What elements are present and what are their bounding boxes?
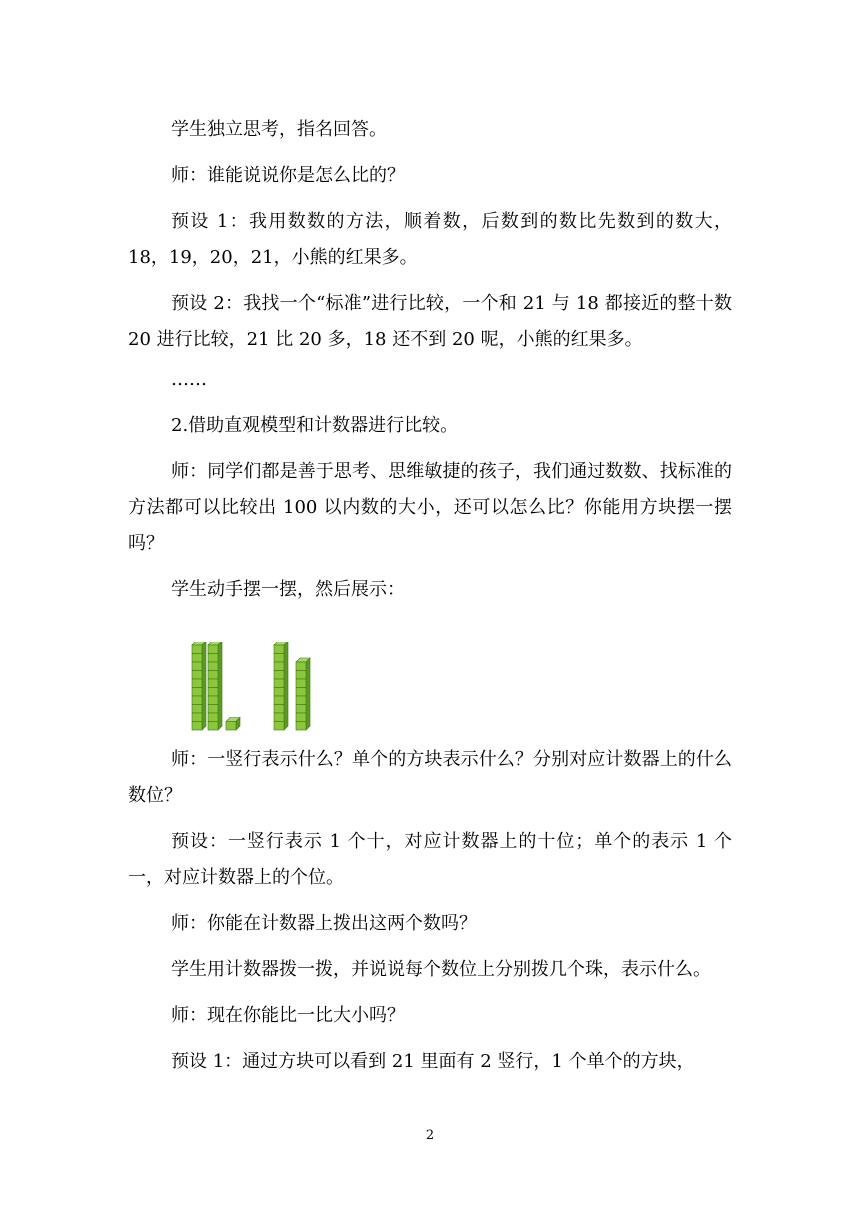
paragraph-3: 预设 1：我用数数的方法，顺着数，后数到的数比先数到的数大，18，19，20，21，小熊的红果多。: [128, 211, 732, 268]
ten-rod-group-18-cell: [274, 654, 284, 663]
ten-rod-group-21-cell: [208, 705, 218, 714]
ten-rod-group-21-cell: [192, 696, 202, 705]
ten-rod-group-21: [192, 642, 206, 730]
ones-stack-group-18-cell: [296, 722, 306, 731]
ten-rod-group-21-cell: [208, 654, 218, 663]
ones-stack-group-18-cell: [296, 671, 306, 680]
ten-rod-group-21-cell: [192, 645, 202, 654]
ones-stack-group-18-cell: [296, 713, 306, 722]
ten-rod-group-21-cell: [208, 671, 218, 680]
text-block-lower: [128, 742, 732, 1080]
paragraph-student-show: 学生动手摆一摆，然后展示：: [171, 579, 405, 600]
ten-rod-group-18: [274, 642, 288, 730]
text-block-upper: [128, 112, 732, 608]
ones-stack-group-18: [296, 658, 310, 730]
ten-rod-group-18-cell: [274, 688, 284, 697]
paragraph-preset-compare: 预设 1：通过方块可以看到 21 里面有 2 竖行，1 个单个的方块，: [171, 1051, 695, 1072]
paragraph-1: 学生独立思考，指名回答。: [171, 119, 387, 140]
place-value-blocks-figure: [190, 642, 340, 734]
ten-rod-group-21-cell: [192, 679, 202, 688]
paragraph-4: 预设 2：我找一个“标准”进行比较，一个和 21 与 18 都接近的整十数 20 进行比较，21 比 20 多，18 还不到 20 呢，小熊的红果多。: [128, 293, 732, 350]
ten-rod-group-21-cell: [192, 713, 202, 722]
paragraph-ellipsis: ……: [171, 369, 207, 390]
ten-rod-group-18-cell: [274, 645, 284, 654]
ten-rod-group-21-cell: [192, 662, 202, 671]
ten-rod-group-18-cell: [274, 722, 284, 731]
paragraph-teacher-compare: 师：现在你能比一比大小吗？: [171, 1005, 405, 1026]
ten-rod-group-21: [208, 642, 222, 730]
ten-rod-group-21-cell: [192, 654, 202, 663]
paragraph-teacher-counter: 师：你能在计数器上拨出这两个数吗？: [171, 913, 477, 934]
ten-rod-group-21-cell: [208, 696, 218, 705]
paragraph-2: 师：谁能说说你是怎么比的？: [171, 165, 405, 186]
paragraph-student-counter: 学生用计数器拨一拨，并说说每个数位上分别拨几个珠，表示什么。: [171, 959, 711, 980]
ten-rod-group-21-cell: [208, 713, 218, 722]
ten-rod-group-18-side: [284, 642, 288, 730]
ten-rod-group-21-side: [202, 642, 206, 730]
ten-rod-group-21-cell: [208, 662, 218, 671]
page-number: 2: [425, 1128, 435, 1143]
paragraph-teacher-question: 师：同学们都是善于思考、思维敏捷的孩子，我们通过数数、找标准的方法都可以比较出 100 以内数的大小，还可以怎么比？你能用方块摆一摆吗？: [128, 461, 732, 554]
ten-rod-group-21-side: [218, 642, 222, 730]
ten-rod-group-21-cell: [208, 679, 218, 688]
ones-stack-group-18-cell: [296, 679, 306, 688]
ten-rod-group-18-cell: [274, 713, 284, 722]
ten-rod-group-18-cell: [274, 671, 284, 680]
one-cube-group-21-cell: [226, 722, 236, 731]
ten-rod-group-18-cell: [274, 696, 284, 705]
ten-rod-group-18-cell: [274, 705, 284, 714]
ten-rod-group-21-cell: [192, 688, 202, 697]
ones-stack-group-18-cell: [296, 696, 306, 705]
ten-rod-group-21-cell: [208, 722, 218, 731]
one-cube-group-21: [226, 718, 240, 731]
ones-stack-group-18-cell: [296, 688, 306, 697]
ten-rod-group-18-cell: [274, 662, 284, 671]
ones-stack-group-18-cell: [296, 705, 306, 714]
paragraph-teacher-meaning: 师：一竖行表示什么？单个的方块表示什么？分别对应计数器上的什么数位？: [128, 749, 732, 806]
ten-rod-group-21-cell: [208, 645, 218, 654]
ones-stack-group-18-cell: [296, 662, 306, 671]
ten-rod-group-18-cell: [274, 679, 284, 688]
paragraph-preset-meaning: 预设：一竖行表示 1 个十，对应计数器上的十位；单个的表示 1 个一，对应计数器上的个位。: [128, 831, 732, 888]
paragraph-section-2: 2.借助直观模型和计数器进行比较。: [171, 415, 459, 436]
ones-stack-group-18-side: [306, 658, 310, 730]
ten-rod-group-21-cell: [208, 688, 218, 697]
ten-rod-group-21-cell: [192, 705, 202, 714]
ten-rod-group-21-cell: [192, 671, 202, 680]
ten-rod-group-21-cell: [192, 722, 202, 731]
